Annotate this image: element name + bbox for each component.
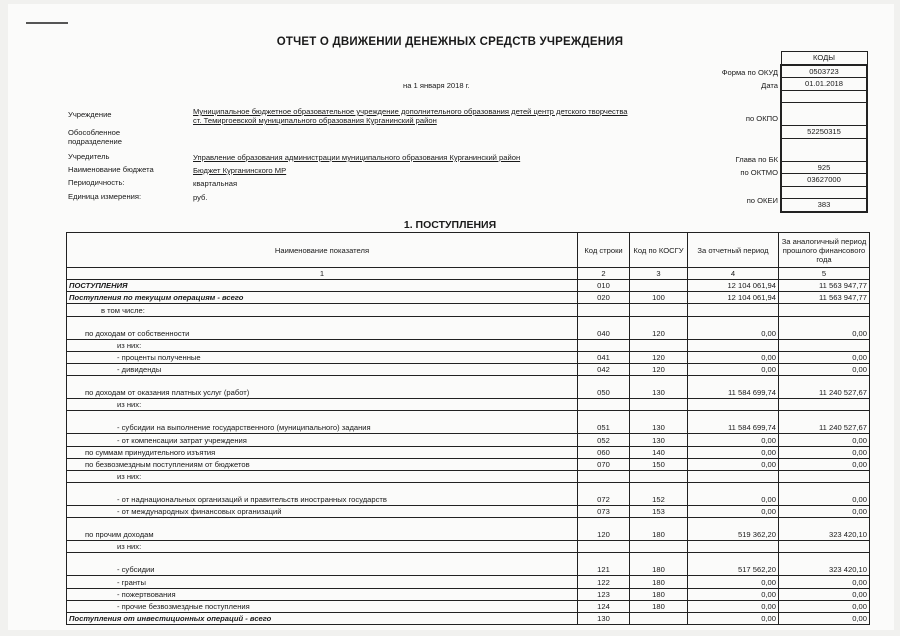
row-current: 0,00 — [688, 483, 779, 506]
row-code: 073 — [578, 506, 630, 518]
row-kosgu: 130 — [630, 434, 688, 446]
column-numbers-row: 1 2 3 4 5 — [67, 268, 870, 280]
budget-label: Наименование бюджета — [68, 165, 154, 174]
row-kosgu: 180 — [630, 518, 688, 541]
institution-label: Учреждение — [68, 110, 112, 119]
row-code: 121 — [578, 553, 630, 576]
row-kosgu: 100 — [630, 292, 688, 304]
row-name: - прочие безвозмездные поступления — [67, 600, 578, 612]
oktmo-code: 03627000 — [781, 174, 867, 187]
row-previous: 323 420,10 — [779, 518, 870, 541]
row-name: Поступления от инвестиционных операций - всего — [67, 613, 578, 625]
receipts-table — [66, 232, 870, 625]
table-row — [67, 292, 870, 304]
row-name: - гранты — [67, 576, 578, 588]
unit-value: руб. — [193, 193, 208, 202]
row-name: - субсидии — [67, 553, 578, 576]
report-title: ОТЧЕТ О ДВИЖЕНИИ ДЕНЕЖНЫХ СРЕДСТВ УЧРЕЖДЕНИЯ — [276, 36, 624, 48]
row-previous: 0,00 — [779, 363, 870, 375]
row-name: из них: — [67, 541, 578, 553]
row-previous: 0,00 — [779, 600, 870, 612]
table-row — [67, 541, 870, 553]
row-kosgu — [630, 613, 688, 625]
row-previous — [779, 339, 870, 351]
row-name: по прочим доходам — [67, 518, 578, 541]
row-kosgu — [630, 541, 688, 553]
row-name: - от наднациональных организаций и правительств иностранных государств — [67, 483, 578, 506]
row-code: 060 — [578, 446, 630, 458]
row-kosgu: 180 — [630, 553, 688, 576]
row-code — [578, 399, 630, 411]
row-code: 052 — [578, 434, 630, 446]
row-previous: 11 240 527,67 — [779, 411, 870, 434]
row-current: 0,00 — [688, 576, 779, 588]
row-previous: 0,00 — [779, 316, 870, 339]
row-current — [688, 339, 779, 351]
row-current: 0,00 — [688, 613, 779, 625]
row-kosgu: 150 — [630, 458, 688, 470]
table-row — [67, 434, 870, 446]
table-row — [67, 458, 870, 470]
row-code — [578, 304, 630, 316]
row-kosgu — [630, 304, 688, 316]
row-previous: 0,00 — [779, 576, 870, 588]
row-name: по суммам принудительного изъятия — [67, 446, 578, 458]
row-kosgu: 120 — [630, 351, 688, 363]
row-kosgu: 130 — [630, 376, 688, 399]
row-code — [578, 470, 630, 482]
row-previous: 0,00 — [779, 483, 870, 506]
table-row — [67, 376, 870, 399]
table-row — [67, 588, 870, 600]
table-row — [67, 304, 870, 316]
founder-value: Управление образования администрации муниципального образования Курганинский район — [193, 153, 521, 162]
table-row — [67, 351, 870, 363]
header-name: Наименование показателя — [67, 233, 578, 268]
row-previous — [779, 470, 870, 482]
table-row — [67, 411, 870, 434]
row-name: - от компенсации затрат учреждения — [67, 434, 578, 446]
row-code: 124 — [578, 600, 630, 612]
row-code: 051 — [578, 411, 630, 434]
row-kosgu — [630, 399, 688, 411]
row-current: 12 104 061,94 — [688, 280, 779, 292]
row-kosgu: 120 — [630, 363, 688, 375]
codes-table — [780, 51, 868, 213]
row-name: из них: — [67, 399, 578, 411]
row-current — [688, 304, 779, 316]
row-name: по безвозмездным поступлениям от бюджетов — [67, 458, 578, 470]
row-code — [578, 339, 630, 351]
okei-label: по ОКЕИ — [746, 196, 778, 205]
institution-value-2: ст. Темиргоевской муниципального образования Курганинский район — [193, 116, 437, 125]
row-kosgu: 180 — [630, 588, 688, 600]
row-name: - дивиденды — [67, 363, 578, 375]
row-current: 517 562,20 — [688, 553, 779, 576]
row-previous: 11 240 527,67 — [779, 376, 870, 399]
row-kosgu: 180 — [630, 576, 688, 588]
header-previous: За аналогичный период прошлого финансового года — [779, 233, 870, 268]
table-row — [67, 613, 870, 625]
row-previous: 0,00 — [779, 434, 870, 446]
row-name: - проценты полученные — [67, 351, 578, 363]
row-kosgu: 140 — [630, 446, 688, 458]
row-current: 0,00 — [688, 588, 779, 600]
header-code: Код строки — [578, 233, 630, 268]
row-previous: 0,00 — [779, 446, 870, 458]
row-code: 042 — [578, 363, 630, 375]
row-code: 072 — [578, 483, 630, 506]
staple-mark — [26, 22, 68, 24]
row-code: 070 — [578, 458, 630, 470]
table-row — [67, 399, 870, 411]
row-current: 519 362,20 — [688, 518, 779, 541]
row-name: ПОСТУПЛЕНИЯ — [67, 280, 578, 292]
row-code: 050 — [578, 376, 630, 399]
row-current: 0,00 — [688, 434, 779, 446]
row-name: в том числе: — [67, 304, 578, 316]
row-name: по доходам от собственности — [67, 316, 578, 339]
row-kosgu: 120 — [630, 316, 688, 339]
table-row — [67, 600, 870, 612]
period-value: квартальная — [193, 179, 238, 188]
table-row — [67, 576, 870, 588]
row-previous — [779, 304, 870, 316]
row-previous: 0,00 — [779, 613, 870, 625]
okei-code: 383 — [781, 199, 867, 212]
table-row — [67, 280, 870, 292]
row-code: 040 — [578, 316, 630, 339]
row-name: - от международных финансовых организаций — [67, 506, 578, 518]
header-current: За отчетный период — [688, 233, 779, 268]
row-code: 010 — [578, 280, 630, 292]
row-previous: 0,00 — [779, 351, 870, 363]
row-code — [578, 541, 630, 553]
table-row — [67, 363, 870, 375]
table-row — [67, 553, 870, 576]
unit-label: Единица измерения: — [68, 192, 142, 201]
row-current: 11 584 699,74 — [688, 376, 779, 399]
row-name: из них: — [67, 470, 578, 482]
row-current: 0,00 — [688, 600, 779, 612]
table-row — [67, 316, 870, 339]
row-current: 12 104 061,94 — [688, 292, 779, 304]
okud-label: Форма по ОКУД — [721, 68, 778, 77]
row-current — [688, 399, 779, 411]
table-row — [67, 446, 870, 458]
row-current: 0,00 — [688, 458, 779, 470]
section-title: 1. ПОСТУПЛЕНИЯ — [403, 219, 497, 231]
row-previous: 323 420,10 — [779, 553, 870, 576]
row-current: 0,00 — [688, 446, 779, 458]
row-code: 122 — [578, 576, 630, 588]
separate-unit-label-1: Обособленное — [68, 128, 121, 137]
oktmo-label: по ОКТМО — [740, 168, 778, 177]
row-name: Поступления по текущим операциям - всего — [67, 292, 578, 304]
bk-code: 925 — [781, 161, 867, 174]
row-code: 020 — [578, 292, 630, 304]
row-current: 0,00 — [688, 351, 779, 363]
bk-label: Глава по БК — [735, 155, 778, 164]
row-kosgu — [630, 470, 688, 482]
row-code: 041 — [578, 351, 630, 363]
report-date: на 1 января 2018 г. — [403, 81, 470, 90]
institution-value-1: Муниципальное бюджетное образовательное учреждение дополнительного образования детей центр детского творчества — [193, 107, 628, 116]
founder-label: Учредитель — [68, 152, 110, 161]
table-header-row — [67, 233, 870, 268]
row-code: 130 — [578, 613, 630, 625]
row-name: - пожертвования — [67, 588, 578, 600]
date-label: Дата — [761, 81, 778, 90]
table-row — [67, 483, 870, 506]
codes-header: КОДЫ — [781, 52, 867, 65]
row-kosgu — [630, 280, 688, 292]
period-label: Периодичность: — [68, 178, 125, 187]
row-kosgu: 130 — [630, 411, 688, 434]
okpo-label: по ОКПО — [745, 114, 778, 123]
okud-code: 0503723 — [781, 65, 867, 78]
row-previous: 0,00 — [779, 506, 870, 518]
row-kosgu — [630, 339, 688, 351]
row-name: - субсидии на выполнение государственного (муниципального) задания — [67, 411, 578, 434]
row-current: 0,00 — [688, 316, 779, 339]
row-current: 0,00 — [688, 363, 779, 375]
row-code: 123 — [578, 588, 630, 600]
row-previous: 11 563 947,77 — [779, 280, 870, 292]
row-code: 120 — [578, 518, 630, 541]
row-kosgu: 180 — [630, 600, 688, 612]
row-kosgu: 152 — [630, 483, 688, 506]
table-row — [67, 506, 870, 518]
row-previous: 0,00 — [779, 458, 870, 470]
row-current — [688, 541, 779, 553]
budget-value: Бюджет Курганинского МР — [193, 166, 287, 175]
header-kosgu: Код по КОСГУ — [630, 233, 688, 268]
row-previous — [779, 399, 870, 411]
table-row — [67, 470, 870, 482]
row-previous — [779, 541, 870, 553]
separate-unit-label-2: подразделение — [68, 137, 122, 146]
row-current: 0,00 — [688, 506, 779, 518]
row-name: по доходам от оказания платных услуг (работ) — [67, 376, 578, 399]
row-name: из них: — [67, 339, 578, 351]
table-row — [67, 518, 870, 541]
okpo-code: 52250315 — [781, 126, 867, 139]
table-row — [67, 339, 870, 351]
row-current: 11 584 699,74 — [688, 411, 779, 434]
date-code: 01.01.2018 — [781, 78, 867, 91]
row-previous: 0,00 — [779, 588, 870, 600]
row-kosgu: 153 — [630, 506, 688, 518]
row-current — [688, 470, 779, 482]
row-previous: 11 563 947,77 — [779, 292, 870, 304]
